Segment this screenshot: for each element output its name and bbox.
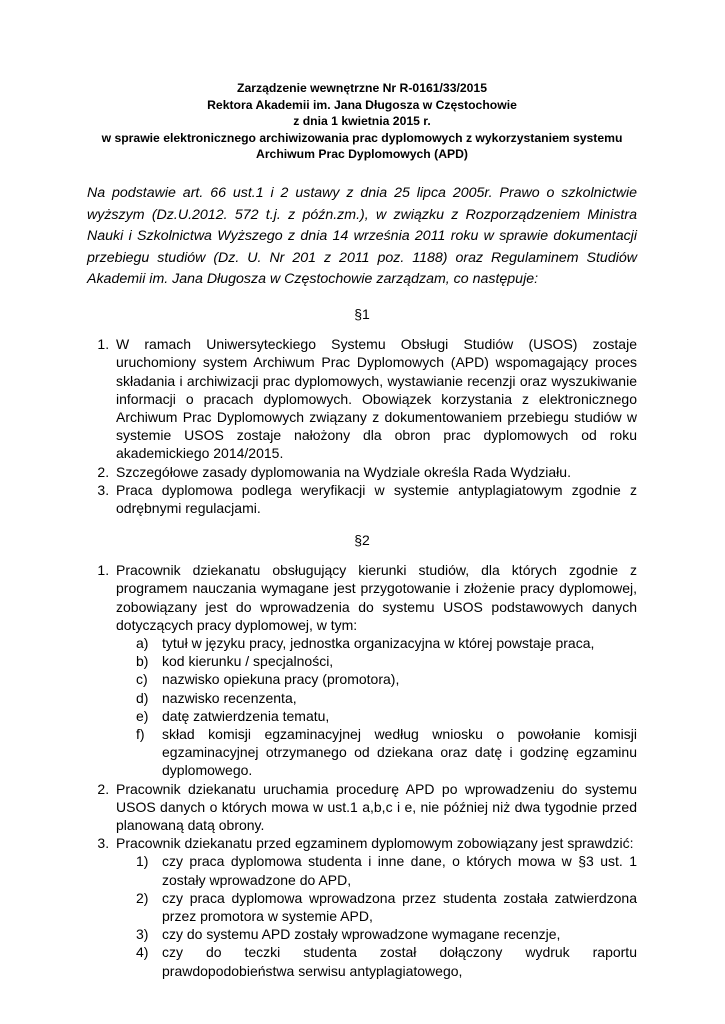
document-header: [87, 80, 637, 163]
section-2-item-text: Pracownik dziekanatu przed egzaminem dyplomowym zobowiązany jest sprawdzić:: [116, 835, 634, 852]
list-item: e) datę zatwierdzenia tematu,: [136, 707, 330, 724]
section-2-item: [113, 834, 637, 980]
list-item-text: kod kierunku / specjalności,: [162, 653, 334, 670]
section-2-list: [87, 561, 637, 980]
list-item-text: nazwisko recenzenta,: [162, 689, 297, 706]
section-2-item-text: Pracownik dziekanatu uruchamia procedurę APD po wprowadzeniu do systemu USOS danych o których mowa w ust.1 a,b,c i e, nie później niż dwa tygodnie przed planowaną datą obrony.: [116, 780, 637, 833]
section-2-item: [113, 780, 637, 835]
section-2-item-1-sublist: [136, 634, 637, 780]
intro-paragraph: Na podstawie art. 66 ust.1 i 2 ustawy z dnia 25 lipca 2005r. Prawo o szkolnictwie wyższym (Dz.U.2012. 572 t.j. z późn.zm.), w związku z Rozporządzeniem Ministra Nauki i Szkolnictwa Wyższego z dnia 14 września 2011 roku w sprawie dokumentacji przebiegu studiów (Dz. U. Nr 201 z 2011 poz. 1188) oraz Regulaminem Studiów Akademii im. Jana Długosza w Częstochowie zarządzam, co następuje:: [87, 184, 637, 288]
list-item-text: skład komisji egzaminacyjnej według wniosku o powołanie komisji egzaminacyjnej otrzymanego od dziekana oraz datę i godzinę egzaminu dyplomowego.: [162, 725, 637, 779]
list-item: czy do teczki studenta został dołączony wydruk raportu prawdopodobieństwa serwisu antyplagiatowego,: [162, 944, 637, 979]
section-1-item: 1. W ramach Uniwersyteckiego Systemu Obsługi Studiów (USOS) zostaje uruchomiony system Archiwum Prac Dyplomowych (APD) wspomagający proces składania i archiwizacji prac dyplomowych, wystawianie recenzji oraz wyszukiwanie informacji o pracach dyplomowych. Obowiązek korzystania z elektronicznego Archiwum Prac Dyplomowych związany z dokumentowaniem przebiegu studiów w systemie USOS zostaje nałożony dla obron prac dyplomowych od roku akademickiego 2014/2015.: [113, 335, 637, 462]
list-item: d) nazwisko recenzenta,: [136, 689, 297, 706]
header-date: z dnia 1 kwietnia 2015 r.: [293, 114, 431, 129]
list-item-text: datę zatwierdzenia tematu,: [162, 707, 330, 724]
list-item: c) nazwisko opiekuna pracy (promotora),: [136, 671, 400, 688]
list-item-text: nazwisko opiekuna pracy (promotora),: [162, 671, 400, 688]
list-item: b) kod kierunku / specjalności,: [136, 653, 334, 670]
section-2-item-3-sublist: [136, 852, 637, 979]
section-1-list: [87, 335, 637, 517]
list-item-text: tytuł w języku pracy, jednostka organizacyjna w której powstaje praca,: [162, 634, 595, 651]
section-1-item: 2. Szczegółowe zasady dyplomowania na Wydziale określa Rada Wydziału.: [113, 463, 637, 481]
section-2-heading: §2: [354, 532, 370, 549]
section-1-item: 3. Praca dyplomowa podlega weryfikacji w systemie antyplagiatowym zgodnie z odrębnymi regulacjami.: [113, 481, 637, 517]
header-subject: w sprawie elektronicznego archiwizowania prac dyplomowych z wykorzystaniem systemu: [101, 130, 623, 145]
list-item: czy praca dyplomowa wprowadzona przez studenta została zatwierdzona przez promotora w systemie APD,: [162, 889, 637, 925]
section-2-item: [113, 561, 637, 779]
list-item: f) skład komisji egzaminacyjnej według wniosku o powołanie komisji egzaminacyjnej otrzymanego od dziekana oraz datę i godzinę egzaminu dyplomowego.: [136, 725, 637, 779]
header-title: Zarządzenie wewnętrzne Nr R-0161/33/2015: [237, 81, 487, 95]
list-item: a) tytuł w języku pracy, jednostka organizacyjna w której powstaje praca,: [136, 634, 595, 651]
section-2-item-text: Pracownik dziekanatu obsługujący kierunki studiów, dla których zgodnie z programem nauczania wymagane jest przygotowanie i złożenie pracy dyplomowej, zobowiązany jest do wprowadzenia do systemu USOS podstawowych danych dotyczących pracy dyplomowej, w tym:: [116, 562, 637, 633]
header-subject-end: Archiwum Prac Dyplomowych (APD): [256, 147, 468, 162]
section-1-heading: §1: [354, 306, 370, 323]
list-item: czy do systemu APD zostały wprowadzone wymagane recenzje,: [162, 926, 561, 943]
list-item: czy praca dyplomowa studenta i inne dane, o których mowa w §3 ust. 1 zostały wprowadzone do APD,: [162, 853, 637, 888]
header-issuer: Rektora Akademii im. Jana Długosza w Częstochowie: [207, 97, 517, 112]
